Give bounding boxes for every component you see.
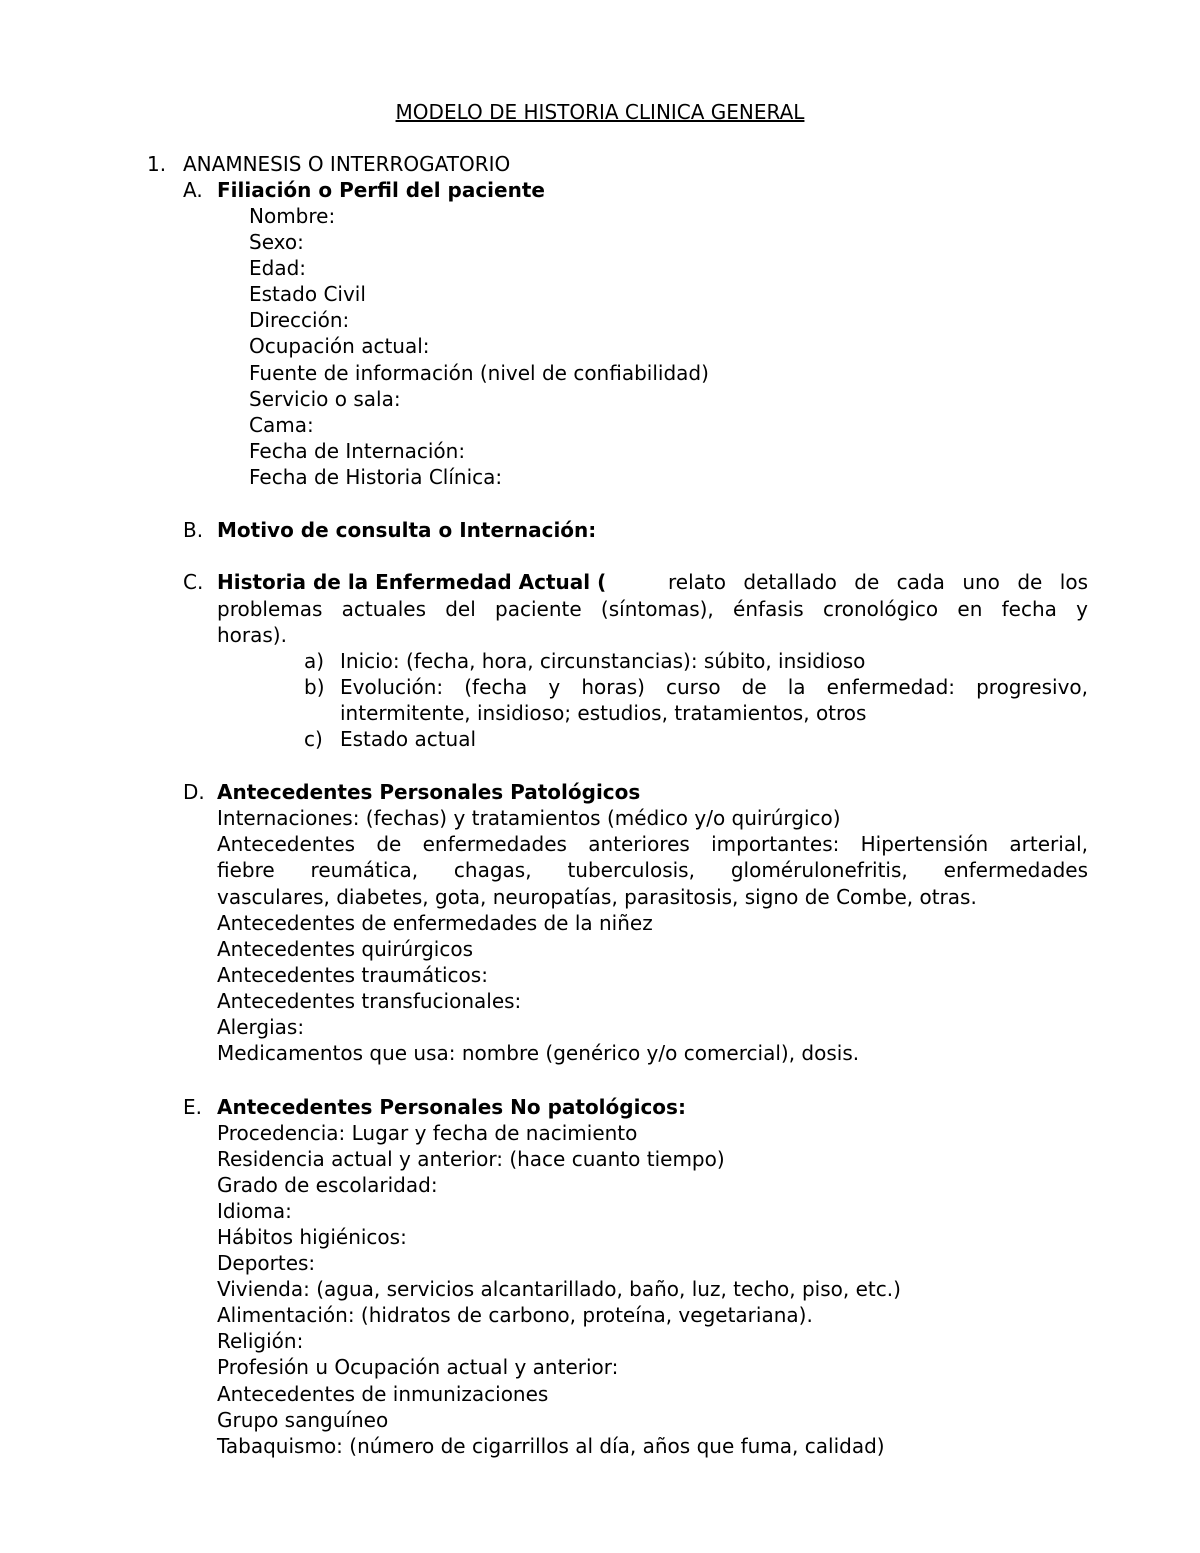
patient-field: Ocupación actual: — [249, 334, 430, 358]
section-c-text: relato detallado de cada uno de los — [668, 570, 1088, 594]
patient-field: Fecha de Internación: — [249, 439, 466, 463]
section-c-text: problemas actuales del paciente (síntomas), énfasis cronológico en fecha y — [217, 597, 1088, 621]
section-e-text: Vivienda: (agua, servicios alcantarillado, baño, luz, techo, piso, etc.) — [217, 1277, 901, 1301]
section-d-text: Antecedentes transfucionales: — [217, 989, 522, 1013]
section-d-text: Medicamentos que usa: nombre (genérico y/o comercial), dosis. — [217, 1041, 860, 1065]
section-e-text: Grado de escolaridad: — [217, 1173, 438, 1197]
sub-item-text: Evolución: (fecha y horas) curso de la enfermedad: progresivo, — [340, 675, 1088, 699]
patient-field: Nombre: — [249, 204, 336, 228]
patient-field: Fuente de información (nivel de confiabilidad) — [249, 361, 709, 385]
section-e-text: Deportes: — [217, 1251, 316, 1275]
section-e-text: Tabaquismo: (número de cigarrillos al día, años que fuma, calidad) — [217, 1434, 885, 1458]
document-title: MODELO DE HISTORIA CLINICA GENERAL — [395, 100, 805, 124]
section-d-text: Alergias: — [217, 1015, 305, 1039]
section-e-text: Hábitos higiénicos: — [217, 1225, 407, 1249]
section-b-letter: B. — [183, 518, 204, 542]
section-e-text: Idioma: — [217, 1199, 292, 1223]
section-e-heading: Antecedentes Personales No patológicos: — [217, 1095, 686, 1119]
section-e-text: Antecedentes de inmunizaciones — [217, 1382, 549, 1406]
section-e-letter: E. — [183, 1095, 202, 1119]
sub-item-text: Inicio: (fecha, hora, circunstancias): súbito, insidioso — [340, 649, 866, 673]
section-e-text: Alimentación: (hidratos de carbono, proteína, vegetariana). — [217, 1303, 813, 1327]
section-e-text: Profesión u Ocupación actual y anterior: — [217, 1355, 619, 1379]
section-d-text: Antecedentes de enfermedades anteriores importantes: Hipertensión arterial, — [217, 832, 1088, 856]
patient-field: Fecha de Historia Clínica: — [249, 465, 503, 489]
section-d-text: Antecedentes quirúrgicos — [217, 937, 474, 961]
sub-item-label: c) — [304, 727, 323, 751]
section-a-heading: Filiación o Perfil del paciente — [217, 178, 545, 202]
patient-field: Dirección: — [249, 308, 350, 332]
section-d-text: fiebre reumática, chagas, tuberculosis, glomérulonefritis, enfermedades — [217, 858, 1088, 882]
section-a-letter: A. — [183, 178, 203, 202]
section-b-heading: Motivo de consulta o Internación: — [217, 518, 597, 542]
section-d-text: Internaciones: (fechas) y tratamientos (médico y/o quirúrgico) — [217, 806, 841, 830]
sub-item-label: a) — [304, 649, 325, 673]
section-c-letter: C. — [183, 570, 204, 594]
section-d-letter: D. — [183, 780, 205, 804]
section-d-text: Antecedentes de enfermedades de la niñez — [217, 911, 653, 935]
patient-field: Servicio o sala: — [249, 387, 401, 411]
patient-field: Edad: — [249, 256, 307, 280]
section-e-text: Residencia actual y anterior: (hace cuanto tiempo) — [217, 1147, 725, 1171]
section-e-text: Grupo sanguíneo — [217, 1408, 389, 1432]
section-d-text: Antecedentes traumáticos: — [217, 963, 488, 987]
patient-field: Cama: — [249, 413, 314, 437]
section-e-text: Procedencia: Lugar y fecha de nacimiento — [217, 1121, 638, 1145]
section-d-heading: Antecedentes Personales Patológicos — [217, 780, 641, 804]
patient-field: Sexo: — [249, 230, 304, 254]
sub-item-label: b) — [304, 675, 325, 699]
section-c-text: horas). — [217, 623, 287, 647]
section-1-heading: ANAMNESIS O INTERROGATORIO — [183, 152, 511, 176]
section-d-text: vasculares, diabetes, gota, neuropatías, parasitosis, signo de Combe, otras. — [217, 885, 977, 909]
section-c-heading: Historia de la Enfermedad Actual ( — [217, 570, 607, 594]
section-e-text: Religión: — [217, 1329, 304, 1353]
sub-item-text: Estado actual — [340, 727, 477, 751]
section-1-number: 1. — [147, 152, 167, 176]
sub-item-text: intermitente, insidioso; estudios, tratamientos, otros — [340, 701, 867, 725]
patient-field: Estado Civil — [249, 282, 366, 306]
